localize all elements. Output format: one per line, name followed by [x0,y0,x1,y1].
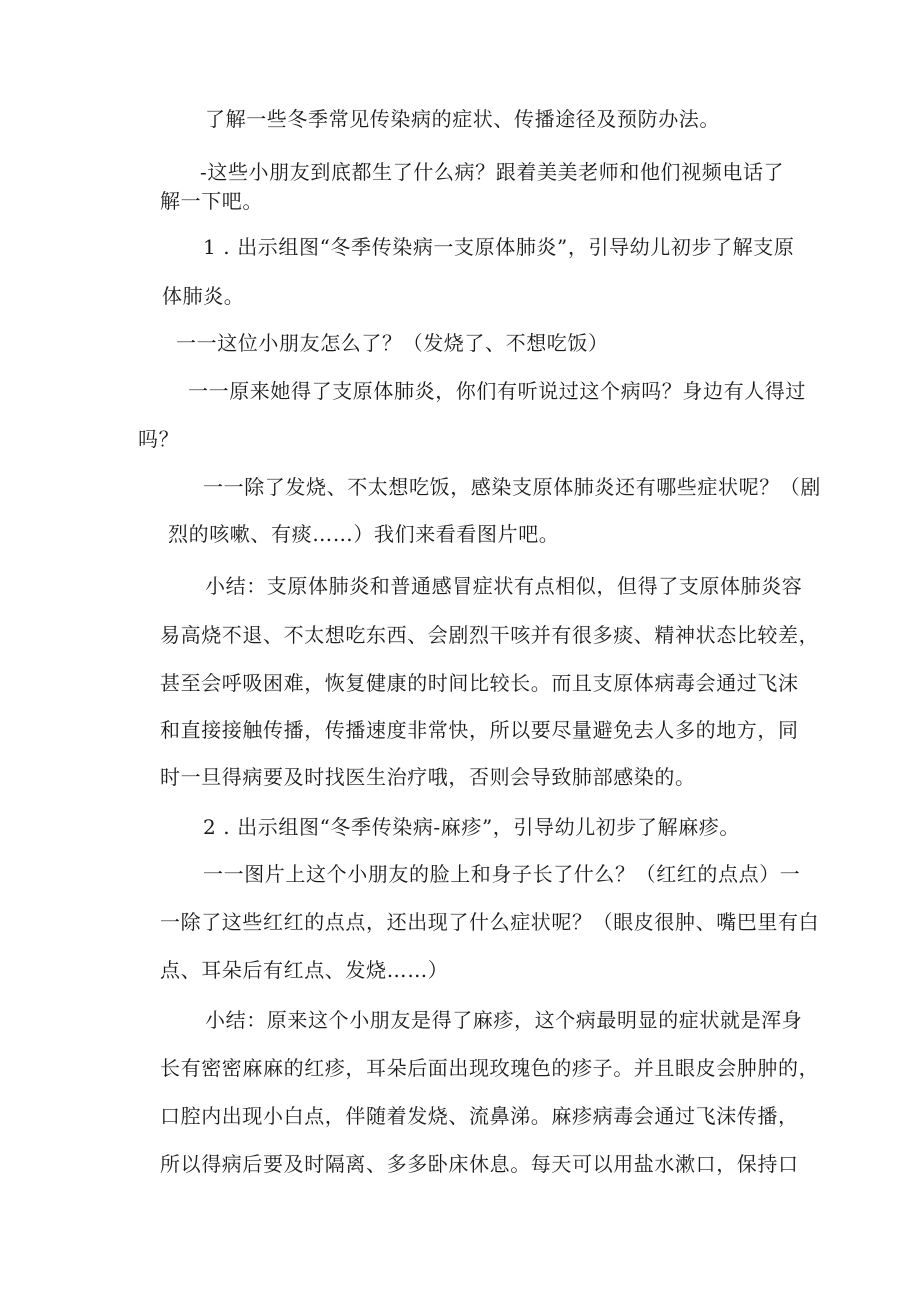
text-line: 一一原来她得了支原体肺炎，你们有听说过这个病吗？身边有人得过 [188,379,806,403]
text-line: 所以得病后要及时隔离、多多卧床休息。每天可以用盐水漱口，保持口 [160,1152,799,1176]
text-line: 小结：支原体肺炎和普通感冒症状有点相似，但得了支原体肺炎容 [205,574,803,598]
text-line: 小结：原来这个小朋友是得了麻疹，这个病最明显的症状就是浑身 [205,1008,803,1032]
text-line: 一一图片上这个小朋友的脸上和身子长了什么？（红红的点点）一 [203,862,801,886]
text-line: 2 . 出示组图“冬季传染病-麻疹”，引导幼儿初步了解麻疹。 [203,815,741,839]
text-line: 解一下吧。 [160,189,263,213]
text-line: 一除了这些红红的点点，还出现了什么症状呢？（眼皮很肿、嘴巴里有白 [160,910,820,934]
text-line: 了解一些冬季常见传染病的症状、传播途径及预防办法。 [205,107,720,131]
text-line: 易高烧不退、不太想吃东西、会剧烈干咳并有很多痰、精神状态比较差， [160,623,820,647]
text-line: 一一除了发烧、不太想吃饭，感染支原体肺炎还有哪些症状呢？（剧 [203,475,821,499]
text-line: 甚至会呼吸困难，恢复健康的时间比较长。而且支原体病毒会通过飞沫 [160,671,799,695]
text-line: 时一旦得病要及时找医生治疗哦，否则会导致肺部感染的。 [160,765,696,789]
text-line: 长有密密麻麻的红疹，耳朵后面出现玫瑰色的疹子。并且眼皮会肿肿的， [160,1056,820,1080]
text-line: 点、耳朵后有红点、发烧……） [160,958,449,982]
text-line: 吗？ [138,427,180,451]
text-line: 和直接接触传播，传播速度非常快，所以要尽量避免去人多的地方，同 [160,718,799,742]
text-line: 体肺炎。 [162,284,245,308]
text-line: -这些小朋友到底都生了什么病？跟着美美老师和他们视频电话了 [200,160,785,184]
text-line: 烈的咳嗽、有痰……）我们来看看图片吧。 [168,522,560,546]
text-line: 一一这位小朋友怎么了？（发烧了、不想吃饭） [176,331,609,355]
text-line: 口腔内出现小白点，伴随着发烧、流鼻涕。麻疹病毒会通过飞沫传播， [160,1104,799,1128]
text-line: 1 . 出示组图“冬季传染病一支原体肺炎”，引导幼儿初步了解支原 [203,235,795,259]
